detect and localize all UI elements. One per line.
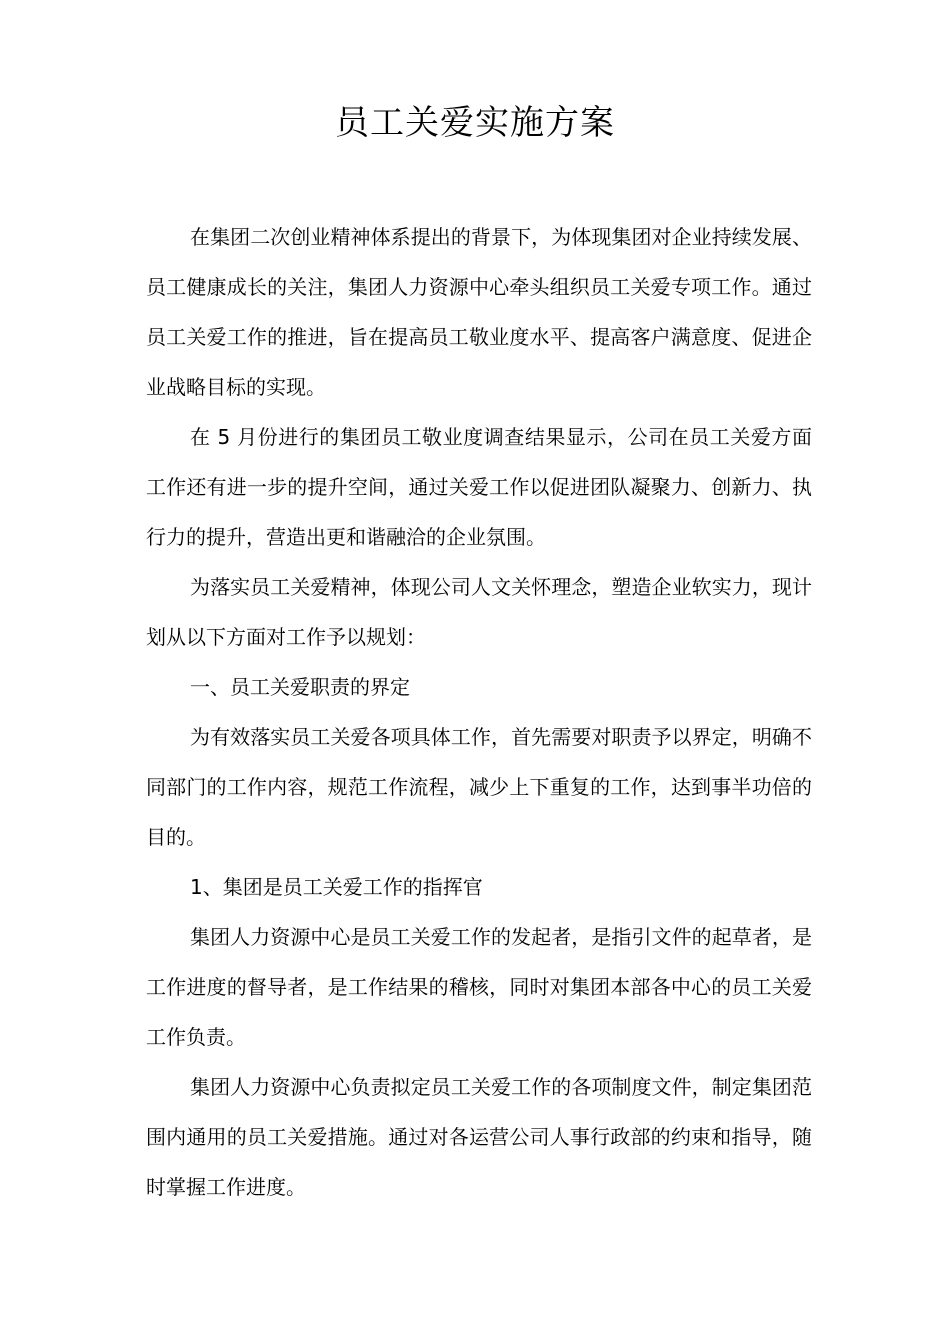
section-heading-responsibilities: 一、员工关爱职责的界定 (190, 675, 410, 699)
paragraph-hr-role: 集团人力资源中心是员工关爱工作的发起者，是指引文件的起草者，是工作进度的督导者，是工作结果的稽核，同时对集团本部各中心的员工关爱工作负责。 (146, 925, 812, 1049)
document-title: 员工关爱实施方案 (335, 103, 615, 143)
subsection-heading-group: 1、集团是员工关爱工作的指挥官 (190, 875, 483, 899)
paragraph-plan: 为落实员工关爱精神，体现公司人文关怀理念，塑造企业软实力，现计划从以下方面对工作予以规划： (146, 575, 812, 649)
paragraph-hr-duties: 集团人力资源中心负责拟定员工关爱工作的各项制度文件，制定集团范围内通用的员工关爱措施。通过对各运营公司人事行政部的约束和指导，随时掌握工作进度。 (146, 1075, 812, 1199)
document-body (146, 212, 812, 1212)
paragraph-survey: 在 5 月份进行的集团员工敬业度调查结果显示，公司在员工关爱方面工作还有进一步的提升空间，通过关爱工作以促进团队凝聚力、创新力、执行力的提升，营造出更和谐融洽的企业氛围。 (146, 425, 812, 549)
paragraph-intro: 在集团二次创业精神体系提出的背景下，为体现集团对企业持续发展、员工健康成长的关注，集团人力资源中心牵头组织员工关爱专项工作。通过员工关爱工作的推进，旨在提高员工敬业度水平、提高客户满意度、促进企业战略目标的实现。 (146, 225, 812, 399)
paragraph-responsibilities: 为有效落实员工关爱各项具体工作，首先需要对职责予以界定，明确不同部门的工作内容，规范工作流程，减少上下重复的工作，达到事半功倍的目的。 (146, 725, 812, 849)
